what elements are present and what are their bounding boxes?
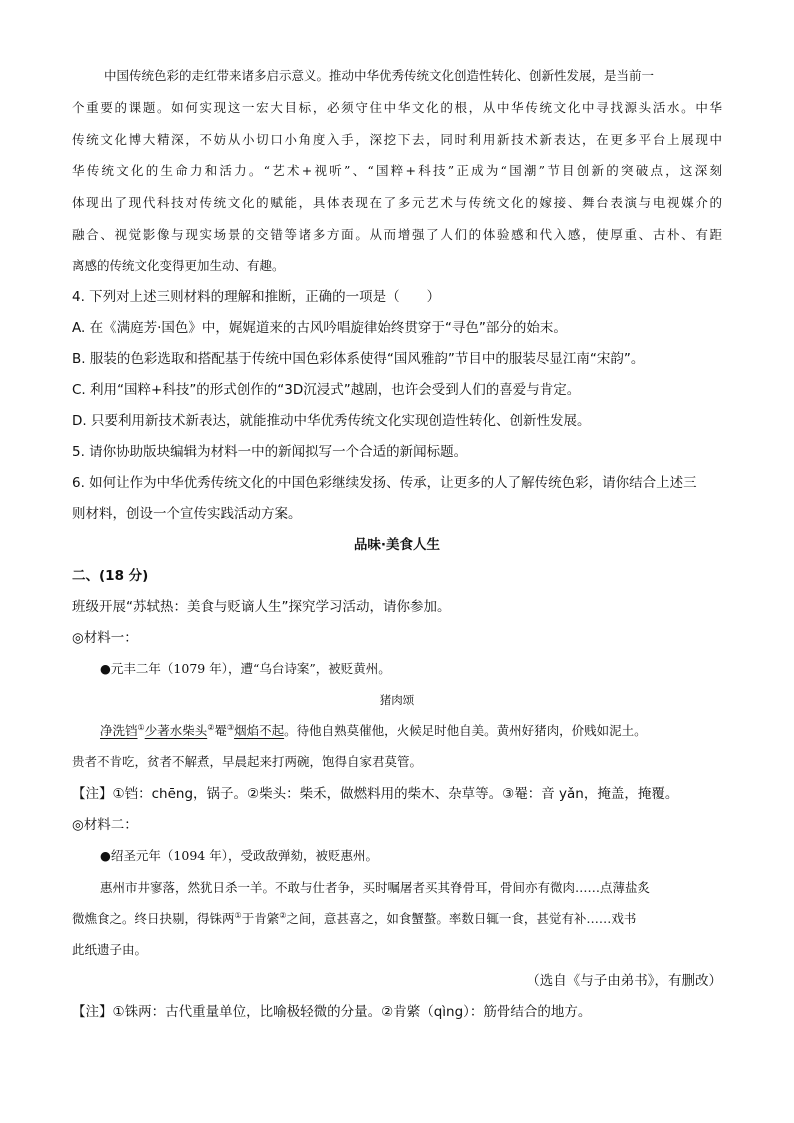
question-6-cont: 则材料，创设一个宣传实践活动方案。 — [72, 506, 302, 522]
text-run: 之间，意甚喜之，如食蟹螯。率数日辄一食，甚觉有补……戏书 — [286, 911, 637, 926]
passage-line: 离感的传统文化变得更加生动、有趣。 — [72, 258, 285, 273]
material-2-source: （选自《与子由弟书》，有删改） — [526, 973, 722, 989]
annotated-phrase: 少著水柴头 — [144, 723, 208, 738]
annotated-phrase: 净洗铛 — [100, 723, 138, 738]
note-marker: ① — [234, 910, 242, 920]
question-5: 5. 请你协助版块编辑为材料一中的新闻拟写一个合适的新闻标题。 — [72, 444, 468, 460]
poem-text: 罨 — [214, 723, 227, 738]
poem-text: 。待他自熟莫催他，火候足时他自美。黄州好猪肉，价贱如泥土。 — [284, 723, 647, 738]
option-c: C. 利用“国粹+科技”的形式创作的“3D沉浸式”越剧，也许会受到人们的喜爱与肯定。 — [72, 382, 581, 398]
question-4: 4. 下列对上述三则材料的理解和推断，正确的一项是（ ） — [72, 289, 441, 305]
option-a: A. 在《满庭芳·国色》中，娓娓道来的古风吟唱旋律始终贯穿于“寻色”部分的始末。 — [72, 320, 567, 336]
section-title: 品味·美食人生 — [353, 537, 441, 553]
passage-line: 中国传统色彩的走红带来诸多启示意义。推动中华优秀传统文化创造性转化、创新性发展，是当前一 — [104, 68, 655, 83]
material-2-text — [72, 909, 636, 929]
section-intro: 班级开展“苏轼热：美食与贬谪人生”探究学习活动，请你参加。 — [72, 599, 451, 615]
passage-line: 传统文化博大精深，不妨从小切口小角度入手，深挖下去，同时利用新技术新表达，在更多平台上展现中 — [72, 132, 722, 147]
note-marker: ② — [279, 910, 287, 920]
option-b: B. 服装的色彩选取和搭配基于传统中国色彩体系使得“国风雅韵”节目中的服装尽显江南“宋韵”。 — [72, 351, 645, 367]
material-2-note: 【注】①铢两：古代重量单位，比喻极轻微的分量。②肯綮（qìng）：筋骨结合的地方。 — [72, 1004, 592, 1020]
material-1-note: 【注】①铛：chēng，锅子。②柴头：柴禾，做燃料用的柴木、杂草等。③罨：音 yǎn，掩盖，掩覆。 — [72, 786, 679, 802]
material-2-label: ◎材料二： — [72, 817, 138, 833]
note-marker: ② — [207, 722, 215, 732]
poem-line-1 — [100, 721, 647, 741]
passage-line: 融合、视觉影像与现实场景的交错等诸多方面。从而增强了人们的体验感和代入感，使厚重、古朴、有距 — [72, 227, 722, 242]
passage-line: 华传统文化的生命力和活力。“艺术+视听”、“国粹+科技”正成为“国潮”节目创新的突破点，这深刻 — [72, 163, 722, 178]
text-run: 微燋食之。终日抉剔，得铢两 — [72, 911, 235, 926]
option-d: D. 只要利用新技术新表达，就能推动中华优秀传统文化实现创造性转化、创新性发展。 — [72, 413, 591, 429]
question-6: 6. 如何让作为中华优秀传统文化的中国色彩继续发扬、传承，让更多的人了解传统色彩，请你结合上述三 — [72, 475, 697, 491]
material-2-bullet: ●绍圣元年（1094 年），受政敌弹劾，被贬惠州。 — [100, 848, 378, 863]
annotated-phrase: 烟焰不起 — [234, 723, 285, 738]
section-heading: 二、(18 分) — [72, 568, 149, 584]
poem-title: 猪肉颂 — [379, 693, 415, 707]
note-marker: ① — [137, 722, 145, 732]
material-1-bullet: ●元丰二年（1079 年），遭“乌台诗案”，被贬黄州。 — [100, 661, 391, 676]
passage-line: 体现出了现代科技对传统文化的赋能，具体表现在了多元艺术与传统文化的嫁接、舞台表演与电视媒介的 — [72, 195, 722, 210]
passage-line: 个重要的课题。如何实现这一宏大目标，必须守住中华文化的根，从中华传统文化中寻找源头活水。中华 — [72, 100, 722, 115]
material-2-text: 惠州市井寥落，然犹日杀一羊。不敢与仕者争，买时嘱屠者买其脊骨耳，骨间亦有微肉……点薄盐炙 — [100, 880, 651, 895]
material-1-label: ◎材料一： — [72, 630, 138, 646]
text-run: 于肯綮 — [241, 911, 280, 926]
poem-line-2: 贵者不肯吃，贫者不解煮，早晨起来打两碗，饱得自家君莫管。 — [72, 754, 423, 769]
note-marker: ③ — [226, 722, 235, 732]
material-2-text: 此纸遗子由。 — [72, 942, 148, 957]
